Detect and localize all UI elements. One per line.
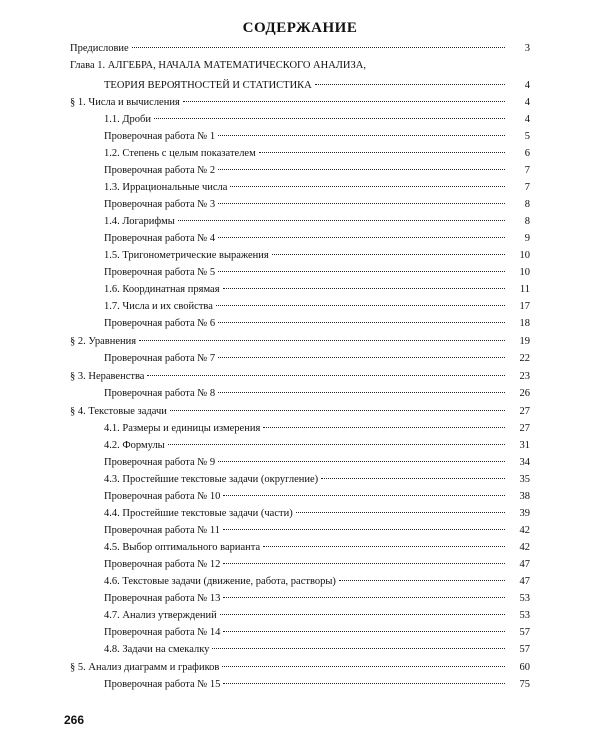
toc-entry-label: Проверочная работа № 3 xyxy=(104,199,216,210)
dot-leader xyxy=(339,580,505,581)
toc-entry-label: § 2. Уравнения xyxy=(70,336,137,347)
toc-entry xyxy=(104,215,530,229)
dot-leader xyxy=(263,546,505,547)
toc-entry xyxy=(104,164,530,178)
toc-entry-page: 42 xyxy=(519,542,530,553)
toc-entry-label: § 1. Числа и вычисления xyxy=(70,97,180,108)
toc-entry-page: 57 xyxy=(519,644,530,655)
toc-entry xyxy=(104,473,530,487)
toc-entry-page: 10 xyxy=(519,250,530,261)
toc-entry-page: 9 xyxy=(524,233,530,244)
dot-leader xyxy=(223,563,505,564)
toc-entry xyxy=(104,113,530,127)
dot-leader xyxy=(222,666,505,667)
toc-entry xyxy=(104,456,530,470)
toc-entry-label: 4.2. Формулы xyxy=(104,440,165,451)
dot-leader xyxy=(139,340,505,341)
toc-entry xyxy=(104,439,530,453)
toc-entry-label: Проверочная работа № 8 xyxy=(104,388,216,399)
toc-entry-page: 27 xyxy=(519,423,530,434)
toc-entry xyxy=(104,266,530,280)
toc-entry-label: Проверочная работа № 2 xyxy=(104,165,216,176)
toc-entry-page: 39 xyxy=(519,508,530,519)
toc-entry xyxy=(104,643,530,657)
toc-entry-page: 23 xyxy=(519,371,530,382)
chapter-heading xyxy=(104,79,530,93)
toc-entry-label: 4.3. Простейшие текстовые задачи (округление) xyxy=(104,474,319,485)
toc-entry-page: 6 xyxy=(524,148,530,159)
toc-entry-page: 38 xyxy=(519,491,530,502)
toc-entry-label: 1.2. Степень с целым показателем xyxy=(104,148,256,159)
toc-entry xyxy=(104,422,530,436)
toc-entry-page: 8 xyxy=(524,199,530,210)
dot-leader xyxy=(170,410,505,411)
dot-leader xyxy=(272,254,505,255)
toc-entry xyxy=(104,541,530,555)
toc-entry-label: 1.7. Числа и их свойства xyxy=(104,301,213,312)
dot-leader xyxy=(315,84,505,85)
dot-leader xyxy=(218,392,505,393)
dot-leader xyxy=(183,101,505,102)
dot-leader xyxy=(321,478,505,479)
page-title: СОДЕРЖАНИЕ xyxy=(242,20,358,36)
toc-section xyxy=(70,96,530,110)
toc-entry-label: 1.6. Координатная прямая xyxy=(104,284,220,295)
toc-entry-label: 4.7. Анализ утверждений xyxy=(104,610,217,621)
chapter-heading-line2: ТЕОРИЯ ВЕРОЯТНОСТЕЙ И СТАТИСТИКА xyxy=(104,80,312,91)
toc-entry-page: 57 xyxy=(519,627,530,638)
dot-leader xyxy=(223,631,505,632)
dot-leader xyxy=(220,614,505,615)
toc-entry-label: 4.1. Размеры и единицы измерения xyxy=(104,423,261,434)
toc-entry-page: 47 xyxy=(519,576,530,587)
toc-entry-page: 3 xyxy=(524,43,530,54)
dot-leader xyxy=(218,169,505,170)
dot-leader xyxy=(218,322,505,323)
dot-leader xyxy=(259,152,505,153)
toc-entry-page: 47 xyxy=(519,559,530,570)
toc-entry-label: 4.4. Простейшие текстовые задачи (части) xyxy=(104,508,293,519)
toc-entry-page: 19 xyxy=(519,336,530,347)
toc-entry-page: 11 xyxy=(519,284,530,295)
dot-leader xyxy=(218,203,505,204)
toc-entry-label: 4.6. Текстовые задачи (движение, работа, растворы) xyxy=(104,576,336,587)
dot-leader xyxy=(147,375,505,376)
toc-entry xyxy=(104,575,530,589)
toc-entry xyxy=(104,181,530,195)
toc-entry-label: Проверочная работа № 1 xyxy=(104,131,216,142)
dot-leader xyxy=(263,427,505,428)
dot-leader xyxy=(218,271,505,272)
toc-entry-label: Проверочная работа № 10 xyxy=(104,491,221,502)
toc-entry-label: 1.5. Тригонометрические выражения xyxy=(104,250,269,261)
dot-leader xyxy=(223,597,505,598)
toc-entry xyxy=(104,626,530,640)
chapter-heading-line1: Глава 1. АЛГЕБРА, НАЧАЛА МАТЕМАТИЧЕСКОГО АНАЛИЗА, xyxy=(70,60,366,71)
toc-entry-label: Проверочная работа № 11 xyxy=(104,525,221,536)
toc-entry-label: Проверочная работа № 15 xyxy=(104,679,221,690)
toc-entry-page: 7 xyxy=(524,165,530,176)
toc-entry-page: 34 xyxy=(519,457,530,468)
toc-entry xyxy=(104,147,530,161)
dot-leader xyxy=(218,135,505,136)
toc-entry xyxy=(104,249,530,263)
toc-entry-label: Проверочная работа № 12 xyxy=(104,559,221,570)
toc-entry-label: 1.1. Дроби xyxy=(104,114,151,125)
toc-entry-page: 17 xyxy=(519,301,530,312)
toc-entry-page: 18 xyxy=(519,318,530,329)
toc-section xyxy=(70,335,530,349)
toc-entry-page: 4 xyxy=(524,114,530,125)
toc-entry-label: Проверочная работа № 14 xyxy=(104,627,221,638)
dot-leader xyxy=(212,648,505,649)
dot-leader xyxy=(223,495,505,496)
toc-entry-label: Проверочная работа № 5 xyxy=(104,267,216,278)
dot-leader xyxy=(168,444,505,445)
dot-leader xyxy=(296,512,505,513)
toc-entry xyxy=(104,490,530,504)
toc-entry-label: 1.4. Логарифмы xyxy=(104,216,175,227)
toc-entry-page: 4 xyxy=(524,80,530,91)
toc-entry-label: Проверочная работа № 6 xyxy=(104,318,216,329)
toc-entry-label: § 4. Текстовые задачи xyxy=(70,406,167,417)
dot-leader xyxy=(230,186,505,187)
toc-entry xyxy=(104,283,530,297)
dot-leader xyxy=(223,288,505,289)
toc-entry-label: § 5. Анализ диаграмм и графиков xyxy=(70,662,220,673)
toc-entry xyxy=(104,678,530,692)
toc-entry xyxy=(104,507,530,521)
dot-leader xyxy=(218,237,505,238)
toc-entry xyxy=(104,609,530,623)
toc-entry-label: 4.8. Задачи на смекалку xyxy=(104,644,210,655)
toc-entry-page: 5 xyxy=(524,131,530,142)
toc-entry-label: Проверочная работа № 4 xyxy=(104,233,216,244)
dot-leader xyxy=(216,305,505,306)
toc-entry-page: 4 xyxy=(524,97,530,108)
toc-entry-label: Проверочная работа № 7 xyxy=(104,353,216,364)
toc-entry xyxy=(104,300,530,314)
toc-entry xyxy=(104,232,530,246)
toc-entry xyxy=(104,317,530,331)
toc-entry-label: 4.5. Выбор оптимального варианта xyxy=(104,542,261,553)
dot-leader xyxy=(178,220,505,221)
toc-entry xyxy=(104,387,530,401)
toc-entry xyxy=(70,42,530,56)
toc-entry xyxy=(104,130,530,144)
toc-entry xyxy=(104,352,530,366)
toc-section xyxy=(70,661,530,675)
toc-section xyxy=(70,370,530,384)
toc-entry-page: 27 xyxy=(519,406,530,417)
toc-section xyxy=(70,405,530,419)
toc-entry xyxy=(104,592,530,606)
dot-leader xyxy=(223,529,505,530)
toc-entry xyxy=(104,198,530,212)
toc-entry-page: 75 xyxy=(519,679,530,690)
toc-entry-page: 42 xyxy=(519,525,530,536)
toc-entry-page: 8 xyxy=(524,216,530,227)
toc-entry-page: 31 xyxy=(519,440,530,451)
toc-entry-page: 60 xyxy=(519,662,530,673)
dot-leader xyxy=(218,461,505,462)
dot-leader xyxy=(223,683,505,684)
toc-entry-label: Проверочная работа № 13 xyxy=(104,593,221,604)
toc-entry-label: Проверочная работа № 9 xyxy=(104,457,216,468)
toc-entry xyxy=(104,524,530,538)
toc-entry-page: 10 xyxy=(519,267,530,278)
page-number: 266 xyxy=(64,713,85,727)
dot-leader xyxy=(154,118,505,119)
toc-entry-page: 7 xyxy=(524,182,530,193)
toc-entry-label: 1.3. Иррациональные числа xyxy=(104,182,228,193)
toc-entry-label: § 3. Неравенства xyxy=(70,371,145,382)
toc-entry-page: 22 xyxy=(519,353,530,364)
toc-entry-label: Предисловие xyxy=(70,43,129,54)
toc-entry-page: 35 xyxy=(519,474,530,485)
toc-entry-page: 53 xyxy=(519,610,530,621)
dot-leader xyxy=(132,47,505,48)
toc-entry-page: 53 xyxy=(519,593,530,604)
dot-leader xyxy=(218,357,505,358)
toc-entry-page: 26 xyxy=(519,388,530,399)
toc-entry xyxy=(104,558,530,572)
